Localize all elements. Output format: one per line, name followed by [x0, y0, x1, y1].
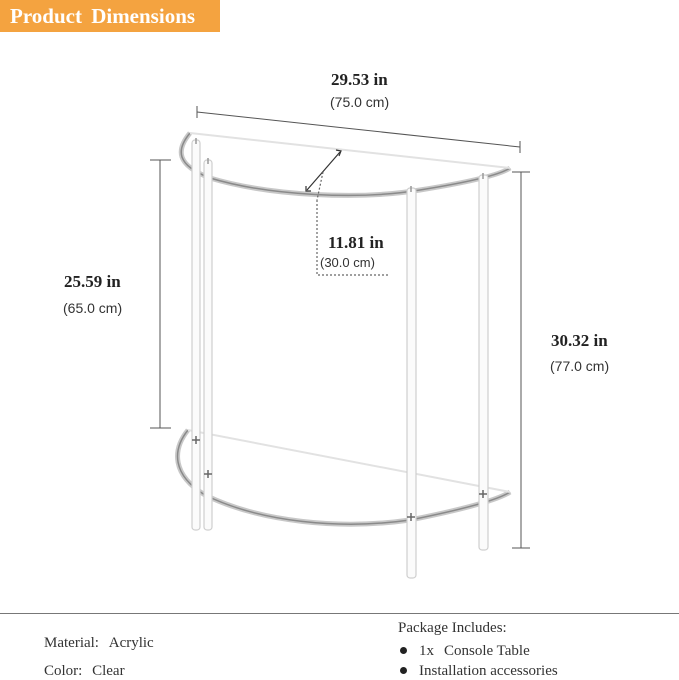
bullet-icon — [400, 667, 407, 674]
shelf-height-dimension-line — [150, 160, 171, 428]
total-height-inches-label: 30.32 in — [551, 331, 608, 350]
package-item-qty: 1x — [419, 643, 434, 659]
total-height-dimension-line — [512, 172, 530, 548]
package-item — [400, 663, 558, 680]
width-inches-label: 29.53 in — [331, 70, 388, 89]
section-divider — [0, 613, 679, 614]
material-label: Material: — [44, 635, 99, 651]
package-heading: Package Includes: — [398, 620, 507, 636]
width-dimension-line — [197, 106, 520, 153]
package-item-name: Console Table — [444, 643, 530, 659]
depth-cm-label: (30.0 cm) — [320, 255, 375, 270]
top-shelf — [181, 133, 510, 195]
package-item-name: Installation accessories — [419, 663, 558, 679]
shelf-height-cm-label: (65.0 cm) — [63, 300, 123, 316]
bullet-icon — [400, 647, 407, 654]
color-value: Clear — [92, 663, 125, 679]
material-row — [44, 635, 154, 652]
color-label: Color: — [44, 663, 83, 679]
product-dimensions-banner: Product Dimensions — [0, 0, 220, 32]
width-cm-label: (75.0 cm) — [330, 94, 390, 110]
color-row — [44, 663, 125, 680]
depth-inches-label: 11.81 in — [328, 233, 384, 252]
package-item — [400, 643, 530, 660]
total-height-cm-label: (77.0 cm) — [550, 358, 610, 374]
material-value: Acrylic — [108, 635, 154, 651]
bottom-shelf — [178, 430, 510, 524]
shelf-height-inches-label: 25.59 in — [64, 272, 121, 291]
